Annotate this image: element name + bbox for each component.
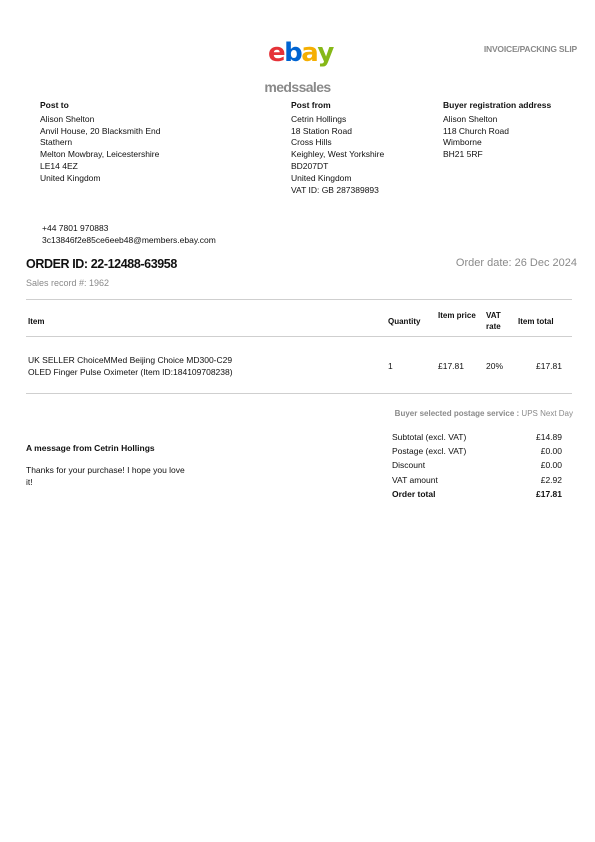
seller-message-body: Thanks for your purchase! I hope you love it! [26, 465, 185, 487]
buyer-registration-line: 118 Church Road [443, 125, 509, 136]
subtotal-label: Subtotal (excl. VAT) [392, 432, 467, 442]
post-to-line: United Kingdom [40, 172, 101, 183]
postage-label: Postage (excl. VAT) [392, 446, 467, 456]
logo-letter-a: a [301, 38, 318, 68]
seller-message-heading: A message from Cetrin Hollings [26, 443, 155, 453]
column-header-item-total: Item total [518, 317, 554, 326]
column-header-item-price: Item price [438, 311, 476, 320]
subtotal-value: £14.89 [536, 432, 562, 442]
post-to-line: Anvil House, 20 Blacksmith End [40, 125, 161, 136]
post-to-line: Alison Shelton [40, 113, 95, 124]
post-to-heading: Post to [40, 100, 69, 110]
order-total-label: Order total [392, 489, 436, 499]
order-id: ORDER ID: 22-12488-63958 [26, 257, 177, 271]
table-bottom-divider [26, 393, 572, 394]
postage-value: £0.00 [540, 446, 562, 456]
item-title-line: UK SELLER ChoiceMMed Beijing Choice MD300-C29 [28, 355, 233, 365]
post-from-line: 18 Station Road [291, 125, 352, 136]
table-header-divider [26, 336, 572, 337]
post-from-heading: Post from [291, 100, 331, 110]
vat-amount-value: £2.92 [540, 475, 562, 485]
postage-service-label: Buyer selected postage service : [394, 409, 520, 418]
document-type: INVOICE/PACKING SLIP [483, 44, 577, 54]
totals-row-discount [392, 460, 562, 474]
post-from-line: Cetrin Hollings [291, 113, 347, 124]
post-from-line: United Kingdom [291, 172, 352, 183]
order-total-value: £17.81 [536, 489, 562, 499]
totals-row-postage [392, 446, 562, 460]
totals-row-subtotal [392, 432, 562, 446]
buyer-registration-line: Wimborne [443, 137, 482, 148]
post-from-block [291, 100, 441, 196]
postage-service [395, 409, 573, 418]
sales-record: Sales record #: 1962 [26, 278, 110, 288]
table-row-item-description [28, 354, 368, 378]
store-name: medssales [264, 79, 331, 95]
post-to-line: Stathern [40, 137, 73, 148]
buyer-registration-block [443, 100, 583, 161]
postage-service-value: UPS Next Day [521, 409, 573, 418]
logo-letter-b: b [284, 38, 302, 68]
vat-amount-label: VAT amount [392, 475, 438, 485]
table-row-vat-rate: 20% [486, 361, 504, 371]
ebay-logo [268, 40, 333, 66]
item-title-line: OLED Finger Pulse Oximeter (Item ID:184109708238) [28, 367, 233, 377]
post-to-block [40, 100, 270, 185]
table-top-divider [26, 299, 572, 300]
post-to-line: LE14 4EZ [40, 160, 78, 171]
post-from-line: VAT ID: GB 287389893 [291, 184, 379, 195]
order-date: Order date: 26 Dec 2024 [455, 257, 577, 269]
contact-block [42, 222, 216, 246]
discount-label: Discount [392, 460, 426, 470]
table-row-total: £17.81 [536, 361, 562, 371]
column-header-vat-rate: VAT rate [486, 311, 501, 331]
column-header-quantity: Quantity [388, 317, 421, 326]
buyer-phone: +44 7801 970883 [42, 223, 109, 233]
post-from-line: Cross Hills [291, 137, 332, 148]
post-from-line: BD207DT [291, 160, 329, 171]
logo-letter-e: e [268, 38, 285, 68]
buyer-registration-heading: Buyer registration address [443, 100, 552, 110]
column-header-item: Item [28, 317, 45, 326]
discount-value: £0.00 [540, 460, 562, 470]
buyer-registration-line: Alison Shelton [443, 113, 498, 124]
table-row-price: £17.81 [438, 361, 464, 371]
post-to-line: Melton Mowbray, Leicestershire [40, 149, 160, 160]
totals-row-vat [392, 475, 562, 489]
logo-letter-y: y [317, 38, 333, 68]
buyer-registration-line: BH21 5RF [443, 149, 483, 160]
buyer-email: 3c13846f2e85ce6eeb48@members.ebay.com [42, 235, 216, 245]
totals-row-order-total [392, 489, 562, 503]
table-row-quantity: 1 [388, 361, 393, 371]
post-from-line: Keighley, West Yorkshire [291, 149, 385, 160]
